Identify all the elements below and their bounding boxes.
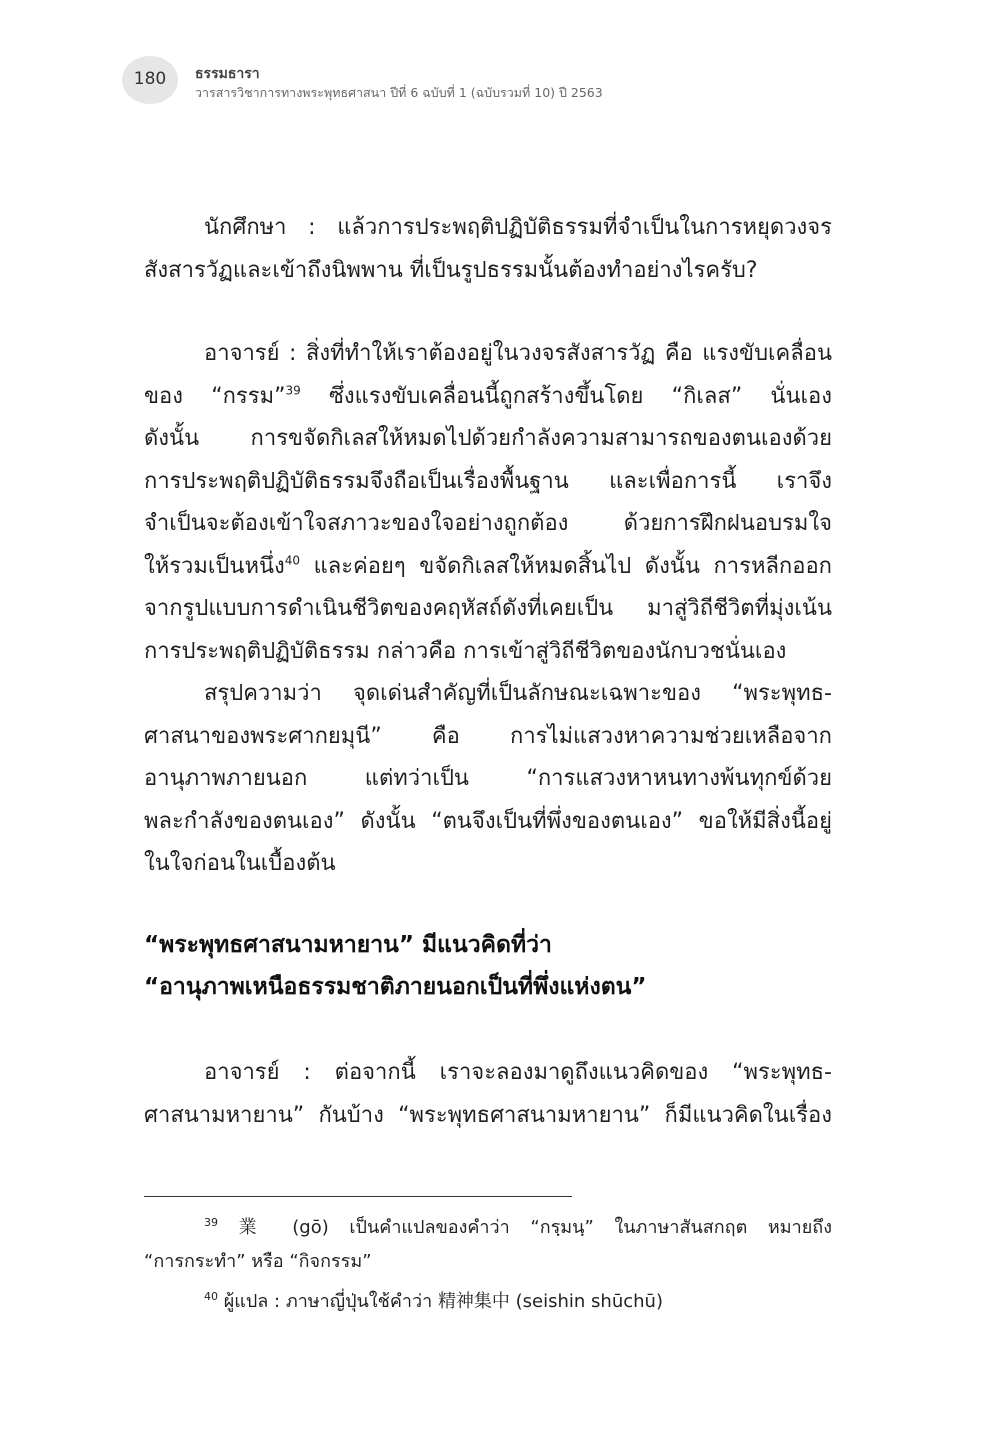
footnotes (144, 1211, 832, 1319)
text-line: การประพฤติปฏิบัติธรรม กล่าวคือ การเข้าสู่วิถีชีวิตของนักบวชนั่นเอง (144, 638, 787, 664)
text-line: ในใจก่อนในเบื้องต้น (144, 851, 336, 876)
text-line: อาจารย์ : สิ่งที่ทำให้เราต้องอยู่ในวงจรสังสารวัฏ คือ แรงขับเคลื่อน (204, 341, 832, 366)
text-line (144, 546, 832, 589)
text-line: ศาสนาของพระศากยมุนี” คือ การไม่แสวงหาความช่วยเหลือจาก (144, 723, 832, 749)
journal-name: ธรรมธารา (195, 66, 260, 82)
footnote-40 (144, 1285, 832, 1319)
text-line: การประพฤติปฏิบัติธรรมจึงถือเป็นเรื่องพื้นฐาน และเพื่อการนี้ เราจึง (144, 468, 832, 494)
paragraph-summary (144, 673, 832, 886)
footnote-text: ผู้แปล : ภาษาญี่ปุ่นใช้คำว่า 精神集中 (seishin shūchū) (218, 1291, 663, 1312)
paragraph-mahayana-intro (144, 1052, 832, 1137)
text-segment: และค่อยๆ ขจัดกิเลสให้หมดสิ้นไป ดังนั้น การหลีกออก (300, 553, 832, 579)
footnote-number: 39 (204, 1216, 218, 1229)
footnote-ref-39: 39 (285, 383, 301, 398)
text-segment: ซึ่งแรงขับเคลื่อนนี้ถูกสร้างขึ้นโดย “กิเลส” นั่นเอง (300, 383, 832, 409)
text-segment: ของ “กรรม” (144, 383, 286, 409)
text-line: อาจารย์ : ต่อจากนี้ เราจะลองมาดูถึงแนวคิดของ “พระพุทธ- (204, 1060, 832, 1085)
paragraph-student-question (144, 207, 832, 292)
text-line: อานุภาพภายนอก แต่ทว่าเป็น “การแสวงหาหนทางพ้นทุกข์ด้วย (144, 766, 832, 791)
paragraph-teacher-answer (144, 333, 832, 673)
journal-subtitle: วารสารวิชาการทางพระพุทธศาสนา ปีที่ 6 ฉบับที่ 1 (ฉบับรวมที่ 10) ปี 2563 (195, 85, 603, 100)
section-heading (144, 924, 844, 1008)
text-line: ดังนั้น การขจัดกิเลสให้หมดไปด้วยกำลังความสามารถของตนเองด้วย (144, 426, 832, 451)
text-line: จากรูปแบบการดำเนินชีวิตของคฤหัสถ์ดังที่เคยเป็น มาสู่วิถีชีวิตที่มุ่งเน้น (144, 596, 832, 621)
footnote-39-cont: “การกระทำ” หรือ “กิจกรรม” (144, 1251, 372, 1272)
heading-line: “อานุภาพเหนือธรรมชาติภายนอกเป็นที่พึ่งแห่งตน” (144, 974, 647, 1000)
footnote-number: 40 (204, 1290, 218, 1303)
text-line: พละกำลังของตนเอง” ดังนั้น “ตนจึงเป็นที่พึ่งของตนเอง” ขอให้มีสิ่งนี้อยู่ (144, 808, 832, 834)
footnote-39 (144, 1211, 832, 1245)
footnote-ref-40: 40 (284, 553, 301, 568)
text-segment: ให้รวมเป็นหนึ่ง (144, 553, 285, 579)
page-number: 180 (133, 69, 167, 89)
text-line: สังสารวัฏและเข้าถึงนิพพาน ที่เป็นรูปธรรมนั้นต้องทำอย่างไรครับ? (144, 257, 758, 283)
text-line (144, 376, 832, 419)
text-line: จำเป็นจะต้องเข้าใจสภาวะของใจอย่างถูกต้อง ด้วยการฝึกฝนอบรมใจ (144, 511, 832, 536)
footnote-text: 業 (gō) เป็นคำแปลของคำว่า “กรฺมนฺ” ในภาษาสันสกฤต หมายถึง (218, 1217, 832, 1238)
footnote-divider (144, 1196, 572, 1197)
heading-line: “พระพุทธศาสนามหายาน” มีแนวคิดที่ว่า (144, 932, 552, 958)
text-line: นักศึกษา : แล้วการประพฤติปฏิบัติธรรมที่จำเป็นในการหยุดวงจร (204, 215, 832, 240)
text-line: สรุปความว่า จุดเด่นสำคัญที่เป็นลักษณะเฉพาะของ “พระพุทธ- (204, 681, 832, 706)
text-line: ศาสนามหายาน” กันบ้าง “พระพุทธศาสนามหายาน” ก็มีแนวคิดในเรื่อง (144, 1102, 832, 1128)
